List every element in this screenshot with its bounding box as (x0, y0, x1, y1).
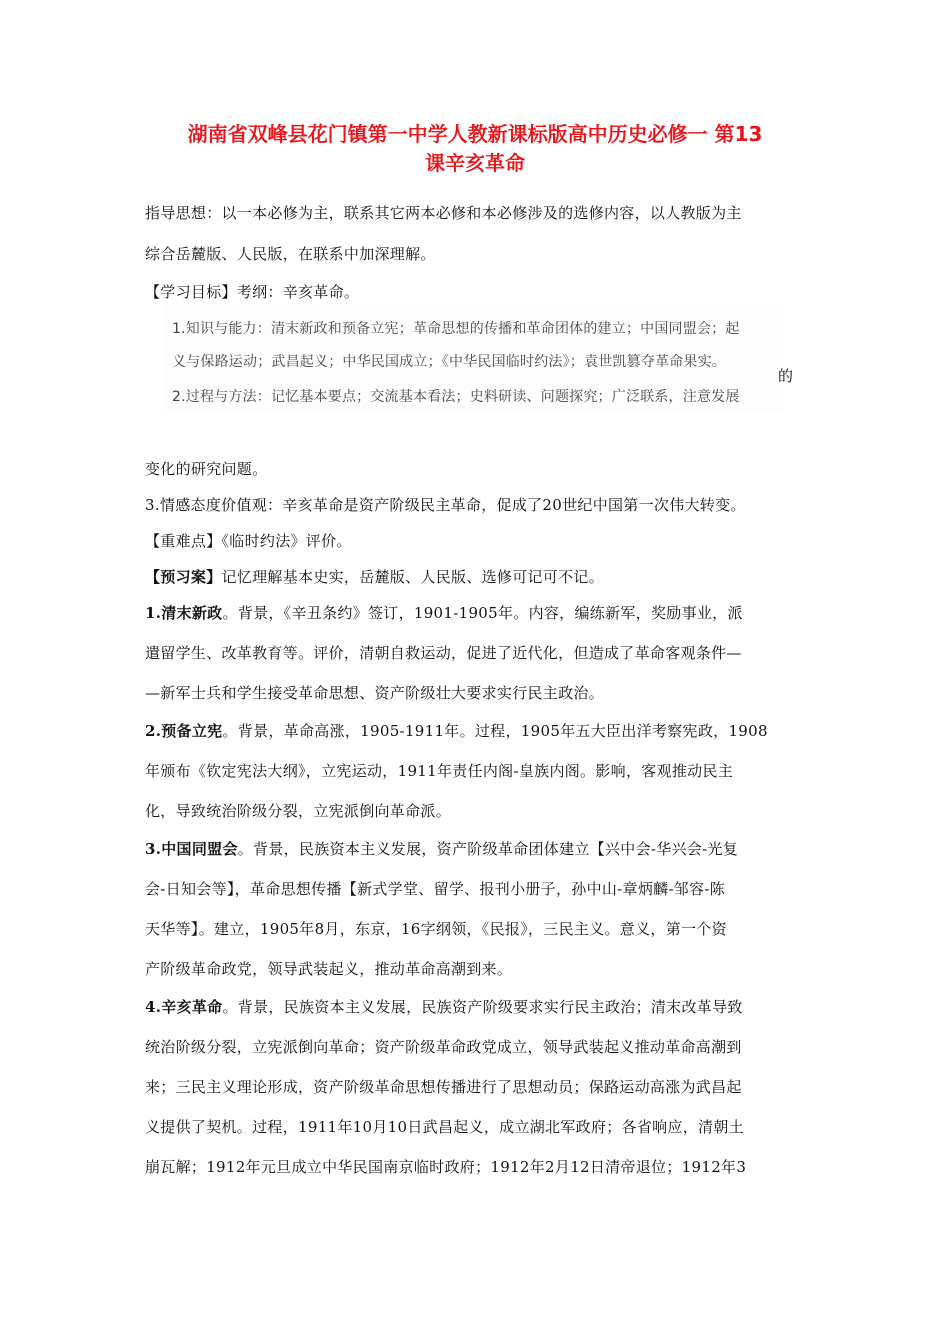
objectives-item-3: 3.情感态度价值观：辛亥革命是资产阶级民主革命，促成了20世纪中国第一次伟大转变。 (145, 496, 746, 514)
section-1-line-3: —新军士兵和学生接受革命思想、资产阶级壮大要求实行民主政治。 (145, 684, 605, 702)
preview-header-text: 记忆理解基本史实，岳麓版、人民版、选修可记可不记。 (221, 568, 605, 586)
section-3-line-3: 天华等】。建立，1905年8月，东京，16字纲领，《民报》，三民主义。意义，第一个资 (145, 920, 727, 938)
section-4-line-4: 义提供了契机。过程，1911年10月10日武昌起义，成立湖北军政府；各省响应，清朝土 (145, 1118, 744, 1136)
section-4-line-2: 统治阶级分裂，立宪派倒向革命；资产阶级革命政党成立，领导武装起义推动革命高潮到 (145, 1038, 742, 1056)
objectives-continuation: 变化的研究问题。 (145, 460, 268, 478)
guide-line-1: 指导思想：以一本必修为主，联系其它两本必修和本必修涉及的选修内容，以人教版为主 (145, 204, 742, 222)
guide-line-2: 综合岳麓版、人民版，在联系中加深理解。 (145, 245, 436, 263)
objectives-header: 【学习目标】考纲：辛亥革命。 (145, 283, 360, 301)
preview-header-label: 【预习案】 (145, 568, 222, 586)
section-3-line-2: 会-日知会等】，革命思想传播【新式学堂、留学、报刊小册子，孙中山-章炳麟-邹容-陈 (145, 880, 726, 898)
section-1-text-1: 。背景，《辛丑条约》签订，1901-1905年。内容，编练新军，奖励事业，派 (222, 604, 743, 622)
document-title (120, 120, 830, 178)
section-2-line-3: 化，导致统治阶级分裂，立宪派倒向革命派。 (145, 802, 452, 820)
section-4-line-3: 来；三民主义理论形成，资产阶级革命思想传播进行了思想动员；保路运动高涨为武昌起 (145, 1078, 742, 1096)
section-4-text-1: 。背景，民族资本主义发展，民族资产阶级要求实行民主政治；清末改革导致 (222, 998, 743, 1016)
scanned-objective-line-2: 义与保路运动；武昌起义；中华民国成立；《中华民国临时约法》；袁世凯篡夺革命果实。 (172, 354, 726, 370)
section-4-line-1 (145, 996, 810, 1017)
section-1-line-1 (145, 602, 810, 623)
section-2-heading: 2.预备立宪 (145, 722, 223, 740)
section-2-text-1: 。背景，革命高涨，1905-1911年。过程，1905年五大臣出洋考察宪政，1908 (222, 722, 768, 740)
section-2-line-1 (145, 720, 810, 741)
section-3-line-4: 产阶级革命政党，领导武装起义，推动革命高潮到来。 (145, 960, 513, 978)
title-line-2: 课辛亥革命 (425, 151, 525, 175)
section-3-text-1: 。背景，民族资本主义发展，资产阶级革命团体建立【兴中会-华兴会-光复 (237, 840, 739, 858)
scanned-tail-text: 的 (778, 367, 794, 385)
section-2-line-2: 年颁布《钦定宪法大纲》，立宪运动，1911年责任内阁-皇族内阁。影响，客观推动民主 (145, 762, 734, 780)
key-points: 【重难点】《临时约法》评价。 (145, 532, 352, 550)
preview-header (145, 566, 810, 587)
section-3-line-1 (145, 838, 810, 859)
section-1-line-2: 遣留学生、改革教育等。评价，清朝自救运动，促进了近代化，但造成了革命客观条件— (145, 644, 742, 662)
scanned-objective-line-1: 1.知识与能力：清末新政和预备立宪；革命思想的传播和革命团体的建立；中国同盟会；起 (172, 321, 740, 337)
section-4-heading: 4.辛亥革命 (145, 998, 223, 1016)
section-3-heading: 3.中国同盟会 (145, 840, 238, 858)
title-line-1: 湖南省双峰县花门镇第一中学人教新课标版高中历史必修一 第13 (187, 122, 763, 146)
section-1-heading: 1.清末新政 (145, 604, 223, 622)
scanned-objective-line-3: 2.过程与方法：记忆基本要点；交流基本看法；史料研读、问题探究；广泛联系，注意发展 (172, 389, 740, 405)
section-4-line-5: 崩瓦解；1912年元旦成立中华民国南京临时政府；1912年2月12日清帝退位；1912年3 (145, 1158, 747, 1176)
